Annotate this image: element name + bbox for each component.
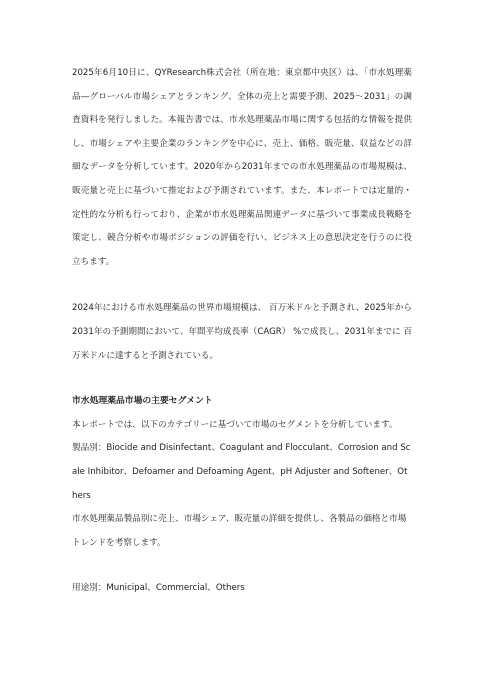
spacer xyxy=(72,274,412,297)
segments-products: 製品別：Biocide and Disinfectant、Coagulant and Flocculant、Corrosion and Scale Inhibitor、Defoamer and Defoaming Agent、pH Adjuster and Softener、Others xyxy=(72,443,411,501)
market-size-paragraph: 2024年における市水処理薬品の世界市場規模は、 百万米ドルと予測され、2025年から2031年の予測期間において、年間平均成長率（CAGR） %で成長し、2031年までに 百万米ドルに達すると予測されている。 xyxy=(72,303,412,361)
segments-intro: 本レポートでは、以下のカテゴリーに基づいて市場のセグメントを分析しています。 xyxy=(72,419,398,430)
spacer xyxy=(72,368,412,390)
intro-paragraph: 2025年6月10日に、QYResearch株式会社（所在地：東京都中央区）は、「市水処理薬品―グローバル市場シェアとランキング、全体の売上と需要予測、2025～2031」の調査資料を発行しました。本報告書では、市水処理薬品市場に関する包括的な情報を提供し、市場シェアや主要企業のランキングを中心に、売上、価格、販売量、収益などの詳細なデータを分析しています。2020年から2031年までの市水処理薬品の市場規模は、販売量と売上に基づいて推定および予測されています。また、本レポートでは定量的・定性的な分析も行っており、企業が市水処理薬品関連データに基づいて事業成長戦略を策定し、競合分析や市場ポジションの評価を行い、ビジネス上の意思決定を行うのに役立ちます。 xyxy=(72,68,412,267)
segments-products-note: 市水処理薬品製品別に売上、市場シェア、販売量の詳細を提供し、各製品の価格と市場トレンドを考察します。 xyxy=(72,514,407,548)
spacer xyxy=(72,555,412,577)
segments-heading: 市水処理薬品市場の主要セグメント xyxy=(72,396,213,407)
segments-applications: 用途別：Municipal、Commercial、Others xyxy=(72,583,245,594)
document-page xyxy=(72,62,412,601)
